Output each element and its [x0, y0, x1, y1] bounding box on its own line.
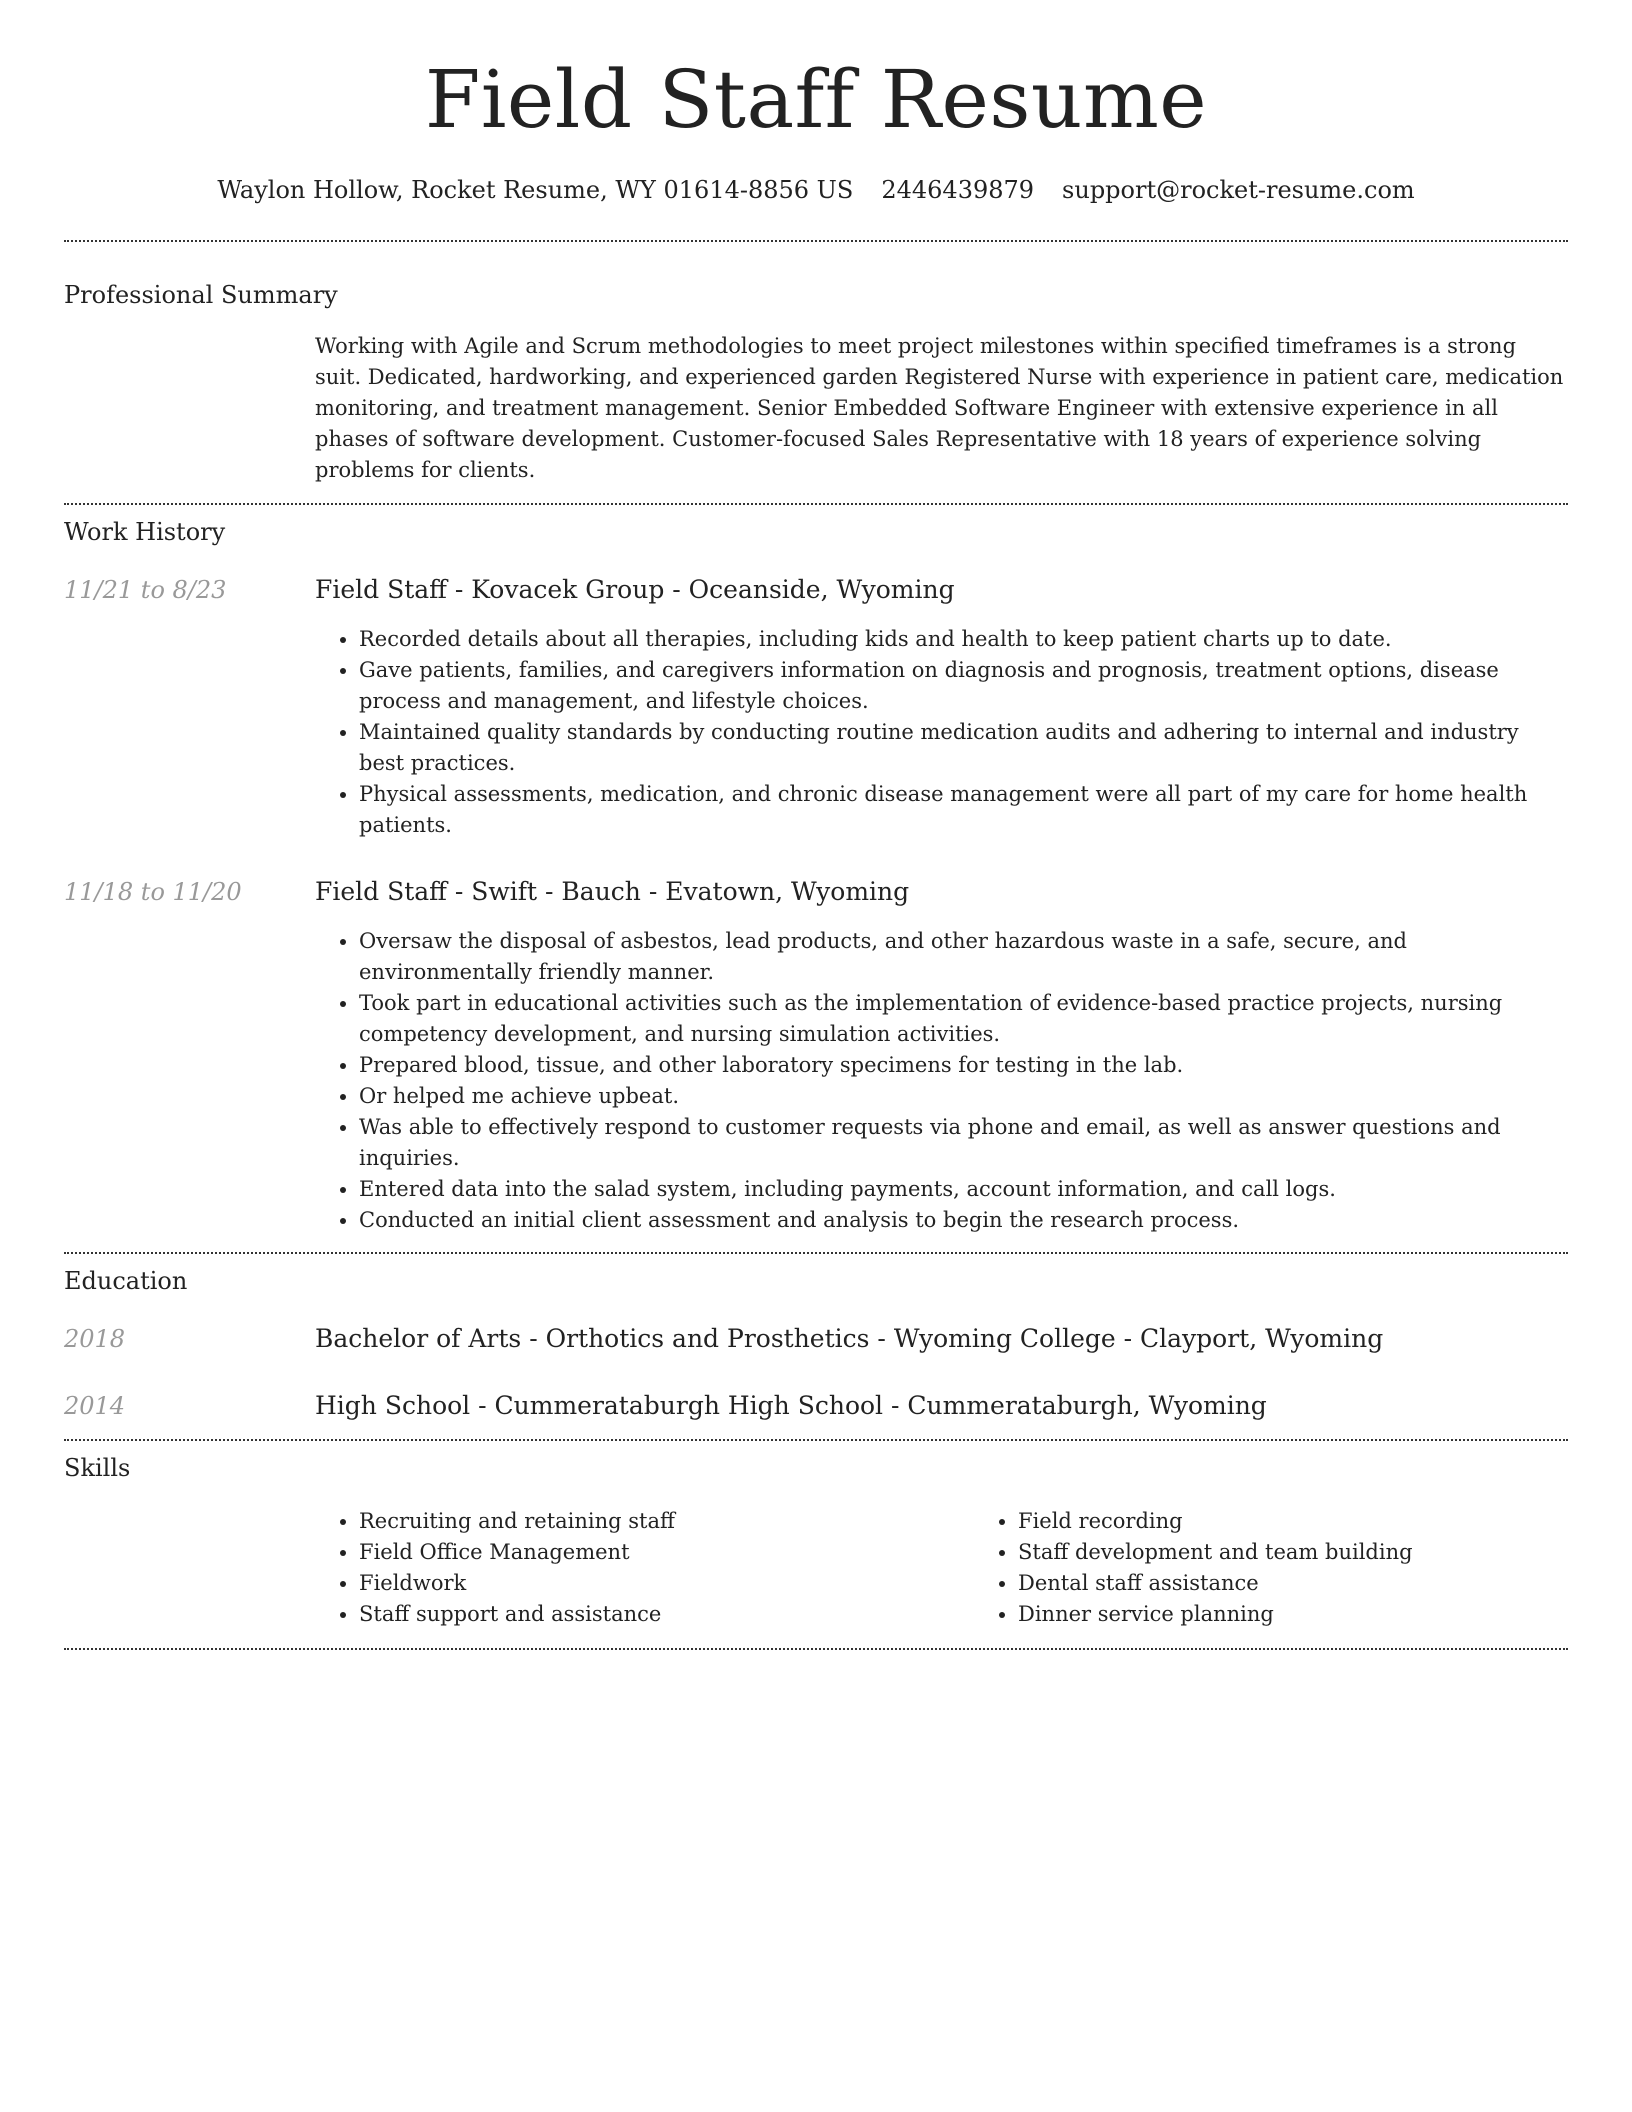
skill-item: • Dental staff assistance	[1018, 1568, 1632, 1599]
work-heading: Work History	[64, 518, 226, 546]
job-bullet: • Conducted an initial client assessment and analysis to begin the research process.	[359, 1205, 1568, 1236]
resume-page	[64, 0, 1568, 1650]
summary-heading: Professional Summary	[64, 281, 338, 309]
contact-line	[64, 174, 1568, 206]
resume-title: Field Staff Resume	[424, 53, 1208, 146]
job-bullet: • Entered data into the salad system, including payments, account information, and call logs.	[359, 1174, 1568, 1205]
skills-section	[64, 1441, 1568, 1630]
education-year: 2018	[64, 1325, 126, 1353]
job-dates: 11/18 to 11/20	[64, 878, 242, 906]
job-title: Field Staff - Swift - Bauch - Evatown, Wyoming	[315, 877, 910, 906]
job-bullet: • Or helped me achieve upbeat.	[359, 1081, 1568, 1112]
job-bullet: • Physical assessments, medication, and chronic disease management were all part of my care for home health patients.	[359, 779, 1568, 841]
job-bullets	[315, 624, 1568, 841]
job-bullet: • Maintained quality standards by conducting routine medication audits and adhering to internal and industry best practices.	[359, 717, 1568, 779]
job-bullet: • Took part in educational activities such as the implementation of evidence-based practice projects, nursing competency development, and nursing simulation activities.	[359, 988, 1568, 1050]
skills-column-right	[974, 1506, 1632, 1630]
job-entry	[64, 574, 1568, 841]
job-bullet: • Oversaw the disposal of asbestos, lead products, and other hazardous waste in a safe, secure, and environmentally friendly manner.	[359, 926, 1568, 988]
skill-item: • Fieldwork	[359, 1568, 974, 1599]
education-entry	[64, 1390, 1568, 1422]
summary-text: Working with Agile and Scrum methodologies to meet project milestones within specified timeframes is a strong suit. Dedicated, hardworking, and experienced garden Registered Nurse with experience in patient care, medication monitoring, and treatment management. Senior Embedded Software Engineer with extensive experience in all phases of software development. Customer-focused Sales Representative with 18 years of experience solving problems for clients.	[315, 334, 1564, 482]
contact-phone: 2446439879	[881, 176, 1035, 204]
skill-item: • Recruiting and retaining staff	[359, 1506, 974, 1537]
skill-item: • Staff development and team building	[1018, 1537, 1632, 1568]
contact-address: Waylon Hollow, Rocket Resume, WY 01614-8856 US	[217, 176, 854, 204]
job-dates: 11/21 to 8/23	[64, 576, 227, 604]
job-bullets	[315, 926, 1568, 1236]
education-text: High School - Cummerataburgh High School - Cummerataburgh, Wyoming	[315, 1391, 1267, 1420]
education-year: 2014	[64, 1392, 126, 1420]
education-section	[64, 1254, 1568, 1422]
skill-item: • Field recording	[1018, 1506, 1632, 1537]
skills-column-left	[315, 1506, 974, 1630]
skills-divider	[64, 1648, 1568, 1650]
skill-item: • Staff support and assistance	[359, 1599, 974, 1630]
skill-item: • Dinner service planning	[1018, 1599, 1632, 1630]
education-entry	[64, 1323, 1568, 1355]
job-bullet: • Prepared blood, tissue, and other laboratory specimens for testing in the lab.	[359, 1050, 1568, 1081]
job-title: Field Staff - Kovacek Group - Oceanside, Wyoming	[315, 575, 955, 604]
job-entry	[64, 876, 1568, 1236]
summary-section	[64, 242, 1568, 486]
job-bullet: • Recorded details about all therapies, including kids and health to keep patient charts up to date.	[359, 624, 1568, 655]
education-heading: Education	[64, 1267, 188, 1295]
work-section	[64, 505, 1568, 1236]
contact-email: support@rocket-resume.com	[1062, 176, 1415, 204]
job-bullet: • Gave patients, families, and caregivers information on diagnosis and prognosis, treatment options, disease process and management, and lifestyle choices.	[359, 655, 1568, 717]
job-bullet: • Was able to effectively respond to customer requests via phone and email, as well as answer questions and inquiries.	[359, 1112, 1568, 1174]
skill-item: • Field Office Management	[359, 1537, 974, 1568]
skills-heading: Skills	[64, 1454, 131, 1482]
education-text: Bachelor of Arts - Orthotics and Prosthetics - Wyoming College - Clayport, Wyoming	[315, 1324, 1384, 1353]
